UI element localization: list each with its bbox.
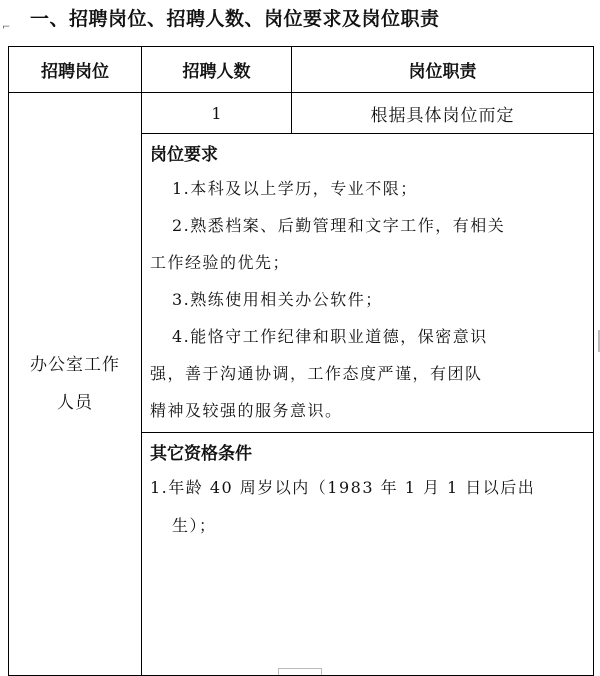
- requirement-4-cont-2: 精神及较强的服务意识。: [150, 401, 343, 420]
- other-condition-1-line-2: 生）；: [172, 516, 217, 535]
- corner-mark: ⌐: [2, 22, 11, 33]
- header-position: 招聘岗位: [9, 47, 142, 93]
- requirement-4: 4.能恪守工作纪律和职业道德，保密意识: [172, 327, 488, 346]
- bottom-edge-mark: [278, 668, 322, 675]
- other-condition-1-line-1: 1.年龄 40 周岁以内（1983 年 1 月 1 日以后出: [150, 478, 536, 497]
- requirements-title: 岗位要求: [150, 145, 218, 165]
- position-line-2: 人员: [57, 393, 93, 413]
- duty-cell: 根据具体岗位而定: [292, 93, 594, 134]
- data-row: [9, 93, 594, 134]
- requirement-2: 2.熟悉档案、后勤管理和文字工作，有相关: [172, 216, 506, 235]
- header-duty: 岗位职责: [292, 47, 594, 93]
- count-cell: 1: [142, 93, 292, 134]
- position-line-1: 办公室工作: [30, 355, 120, 375]
- other-conditions-title: 其它资格条件: [150, 444, 252, 464]
- requirements-cell: [142, 134, 594, 433]
- position-cell: [9, 93, 142, 676]
- requirement-1: 1.本科及以上学历，专业不限；: [172, 179, 418, 198]
- other-condition-1: [150, 469, 585, 545]
- job-table: [8, 46, 594, 676]
- requirement-4-cont-1: 强，善于沟通协调，工作态度严谨，有团队: [150, 364, 483, 383]
- other-conditions-cell: [142, 433, 594, 676]
- header-count: 招聘人数: [142, 47, 292, 93]
- requirement-3: 3.熟练使用相关办公软件；: [172, 290, 383, 309]
- requirement-2-cont: 工作经验的优先；: [150, 253, 291, 272]
- header-row: [9, 47, 594, 93]
- section-title: 一、招聘岗位、招聘人数、岗位要求及岗位职责: [30, 8, 440, 30]
